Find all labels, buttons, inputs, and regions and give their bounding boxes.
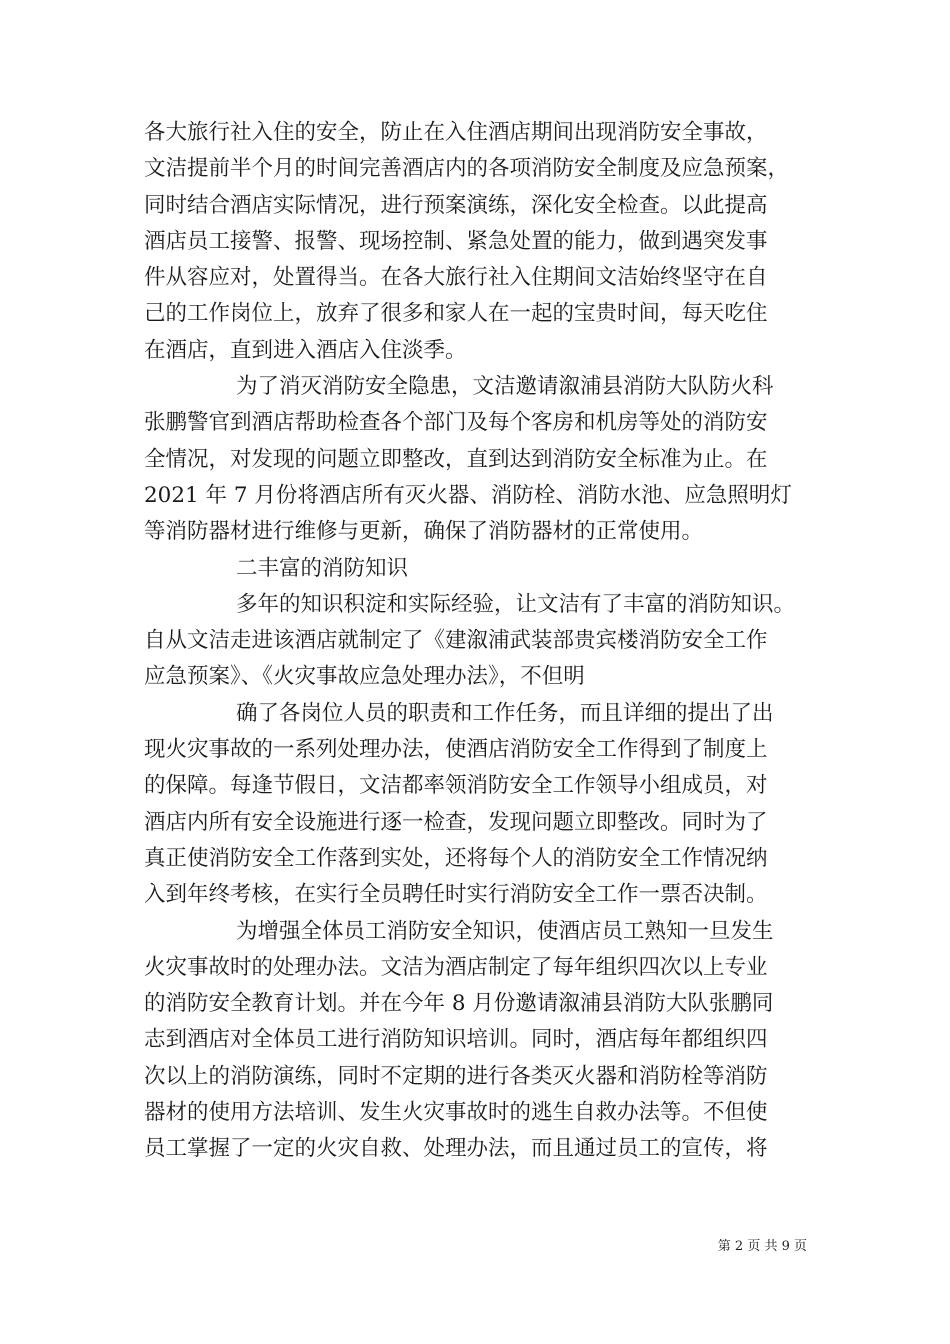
text-line: 同时结合酒店实际情况，进行预案演练，深化安全检查。以此提高 xyxy=(144,192,768,218)
paragraph-first-line: 为了消灭消防安全隐患，文洁邀请溆浦县消防大队防火科 xyxy=(236,374,774,400)
text-line: 文洁提前半个月的时间完善酒店内的各项消防安全制度及应急预案， xyxy=(144,156,790,182)
section-heading: 二丰富的消防知识 xyxy=(236,555,409,581)
text-line: 志到酒店对全体员工进行消防知识培训。同时，酒店每年都组织四 xyxy=(144,1027,768,1053)
text-line: 的保障。每逢节假日，文洁都率领消防安全工作领导小组成员，对 xyxy=(144,773,768,799)
text-line: 各大旅行社入住的安全，防止在入住酒店期间出现消防安全事故， xyxy=(144,120,768,145)
text-line: 真正使消防安全工作落到实处，还将每个人的消防安全工作情况纳 xyxy=(144,845,768,871)
text-line: 等消防器材进行维修与更新，确保了消防器材的正常使用。 xyxy=(144,519,704,545)
text-line: 火灾事故时的处理办法。文洁为酒店制定了每年组织四次以上专业 xyxy=(144,954,768,980)
text-line: 己的工作岗位上，放弃了很多和家人在一起的宝贵时间，每天吃住 xyxy=(144,301,768,327)
body-text xyxy=(144,115,824,1168)
page-number-footer: 第 2 页 共 9 页 xyxy=(717,1239,807,1254)
text-line: 员工掌握了一定的火灾自救、处理办法，而且通过员工的宣传，将 xyxy=(144,1136,768,1162)
text-line: 2021 年 7 月份将酒店所有灭火器、消防栓、消防水池、应急照明灯 xyxy=(144,482,792,508)
text-line: 现火灾事故的一系列处理办法，使酒店消防安全工作得到了制度上 xyxy=(144,737,768,763)
text-line: 件从容应对，处置得当。在各大旅行社入住期间文洁始终坚守在自 xyxy=(144,265,768,291)
text-line: 入到年终考核，在实行全员聘任时实行消防安全工作一票否决制。 xyxy=(144,882,768,908)
text-line: 酒店员工接警、报警、现场控制、紧急处置的能力，做到遇突发事 xyxy=(144,228,768,254)
text-line: 自从文洁走进该酒店就制定了《建溆浦武装部贵宾楼消防安全工作 xyxy=(144,628,768,654)
text-line: 在酒店，直到进入酒店入住淡季。 xyxy=(144,337,467,363)
text-line: 酒店内所有安全设施进行逐一检查，发现问题立即整改。同时为了 xyxy=(144,809,768,835)
paragraph-first-line: 多年的知识积淀和实际经验，让文洁有了丰富的消防知识。 xyxy=(236,591,796,617)
text-line: 器材的使用方法培训、发生火灾事故时的逃生自救办法等。不但使 xyxy=(144,1100,768,1126)
paragraph-first-line: 确了各岗位人员的职责和工作任务，而且详细的提出了出 xyxy=(236,700,774,726)
paragraph-first-line: 为增强全体员工消防安全知识，使酒店员工熟知一旦发生 xyxy=(236,918,774,944)
text-line: 的消防安全教育计划。并在今年 8 月份邀请溆浦县消防大队张鹏同 xyxy=(144,991,774,1017)
text-line: 张鹏警官到酒店帮助检查各个部门及每个客房和机房等处的消防安 xyxy=(144,410,768,436)
text-line: 应急预案》、《火灾事故应急处理办法》，不但明 xyxy=(144,664,585,690)
text-line: 次以上的消防演练，同时不定期的进行各类灭火器和消防栓等消防 xyxy=(144,1063,768,1089)
text-line: 全情况，对发现的问题立即整改，直到达到消防安全标准为止。在 xyxy=(144,446,768,472)
